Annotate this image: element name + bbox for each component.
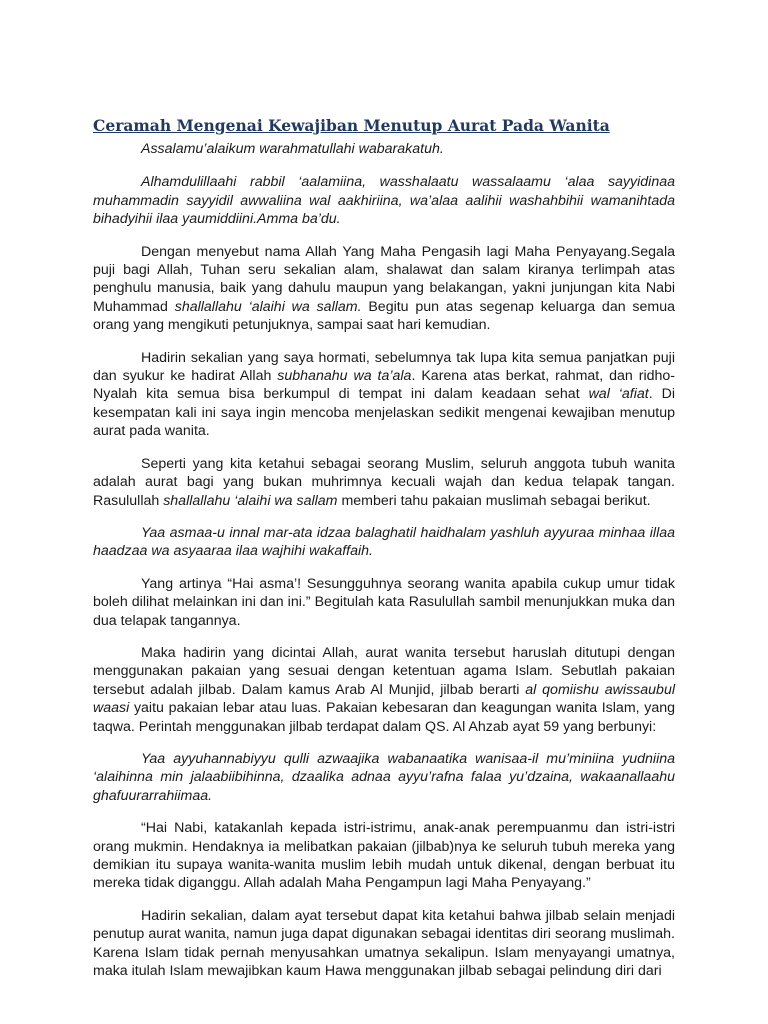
italic-text: al qomiishu awissaubul waasi <box>93 681 675 717</box>
paragraph <box>93 455 675 510</box>
paragraph <box>93 644 675 736</box>
paragraph <box>93 140 675 158</box>
paragraph <box>93 173 675 228</box>
italic-text: Yaa ayyuhannabiyyu qulli azwaajika wabanaatika wanisaa-il mu’miniina yudniina ‘alaihinna min jalaabiibihinna, dzaalika adnaa ayyu’rafna falaa yu’dzaina, wakaanallaahu ghafuurarrahiimaa. <box>93 750 675 804</box>
text-run: Dengan menyebut nama Allah Yang Maha Pengasih lagi Maha Penyayang.Segala puji bagi Allah, Tuhan seru sekalian alam, shalawat dan salam kiranya terlimpah atas penghulu manusia, baik yang dahulu maupun yang belakangan, yakni junjungan kita Nabi Muhammad <box>93 243 675 315</box>
document-body <box>93 140 675 980</box>
paragraph <box>93 243 675 335</box>
text-run: Seperti yang kita ketahui sebagai seorang Muslim, seluruh anggota tubuh wanita adalah aurat bagi yang bukan muhrimnya kecuali wajah dan kedua telapak tangan. Rasulullah <box>93 455 675 509</box>
text-run: “Hai Nabi, katakanlah kepada istri-istrimu, anak-anak perempuanmu dan istri-istri orang mukmin. Hendaknya ia melibatkan pakaian (jilbab)nya ke seluruh tubuh mereka yang demikian itu supaya wanita-wanita muslim lebih mudah untuk dikenal, dengan berbuat itu mereka tidak diganggu. Allah adalah Maha Pengampun lagi Maha Penyayang.” <box>93 820 675 892</box>
paragraph <box>93 819 675 893</box>
italic-text: shallallahu ‘alaihi wa sallam <box>163 492 338 509</box>
text-run: Maka hadirin yang dicintai Allah, aurat wanita tersebut haruslah ditutupi dengan menggunakan pakaian yang sesuai dengan ketentuan agama Islam. Sebutlah pakaian tersebut adalah jilbab. Dalam kamus Arab Al Munjid, jilbab berarti <box>93 644 675 698</box>
italic-text: shallallahu ‘alaihi wa sallam. <box>174 298 362 315</box>
italic-text: subhanahu wa ta’ala <box>277 368 412 385</box>
text-run: Hadirin sekalian yang saya hormati, sebelumnya tak lupa kita semua panjatkan puji dan syukur ke hadirat Allah <box>93 349 675 385</box>
paragraph <box>93 349 675 441</box>
text-run: Yang artinya “Hai asma’! Sesungguhnya seorang wanita apabila cukup umur tidak boleh dilihat melainkan ini dan ini.” Begitulah kata Rasulullah sambil menunjukkan muka dan dua telapak tangannya. <box>93 575 675 629</box>
document-title: Ceramah Mengenai Kewajiban Menutup Aurat Pada Wanita <box>93 116 610 135</box>
text-run: . Di kesempatan kali ini saya ingin mencoba menjelaskan sedikit mengenai kewajiban menutup aurat pada wanita. <box>93 386 675 440</box>
text-run: yaitu pakaian lebar atau luas. Pakaian kebesaran dan keagungan wanita Islam, yang taqwa. Perintah menggunakan jilbab terdapat dalam QS. Al Ahzab ayat 59 yang berbunyi: <box>93 700 675 735</box>
paragraph <box>93 907 675 981</box>
italic-text: Assalamu’alaikum warahmatullahi wabarakatuh. <box>141 141 444 157</box>
paragraph <box>93 750 675 805</box>
italic-text: Yaa asmaa-u innal mar-ata idzaa balaghatil haidhalam yashluh ayyuraa minhaa illaa haadzaa wa asyaaraa ilaa wajhihi wakaffaih. <box>93 524 675 560</box>
text-run: memberi tahu pakaian muslimah sebagai berikut. <box>337 492 651 509</box>
italic-text: Alhamdulillaahi rabbil ‘aalamiina, wasshalaatu wassalaamu ‘alaa sayyidinaa muhammadin sayyidil awwaliina wal aakhiriina, wa’alaa aalihii washahbihii wamanihtada bihadyihii ilaa yaumiddiini.Amma ba’du. <box>93 174 675 228</box>
text-run: Begitu pun atas segenap keluarga dan semua orang yang mengikuti petunjuknya, sampai saat hari kemudian. <box>93 298 675 334</box>
text-run: . Karena atas berkat, rahmat, dan ridho-Nyalah kita semua bisa berkumpul di tempat ini dalam keadaan sehat <box>93 368 676 403</box>
text-run: Hadirin sekalian, dalam ayat tersebut dapat kita ketahui bahwa jilbab selain menjadi penutup aurat wanita, namun juga dapat digunakan sebagai identitas diri seorang muslimah. Karena Islam tidak pernah menyusahkan umatnya sekalipun. Islam menyayangi umatnya, maka itulah Islam mewajibkan kaum Hawa menggunakan jilbab sebagai pelindung diri dari <box>93 907 675 980</box>
paragraph <box>93 524 675 561</box>
paragraph <box>93 575 675 630</box>
italic-text: wal ‘afiat <box>588 386 649 403</box>
